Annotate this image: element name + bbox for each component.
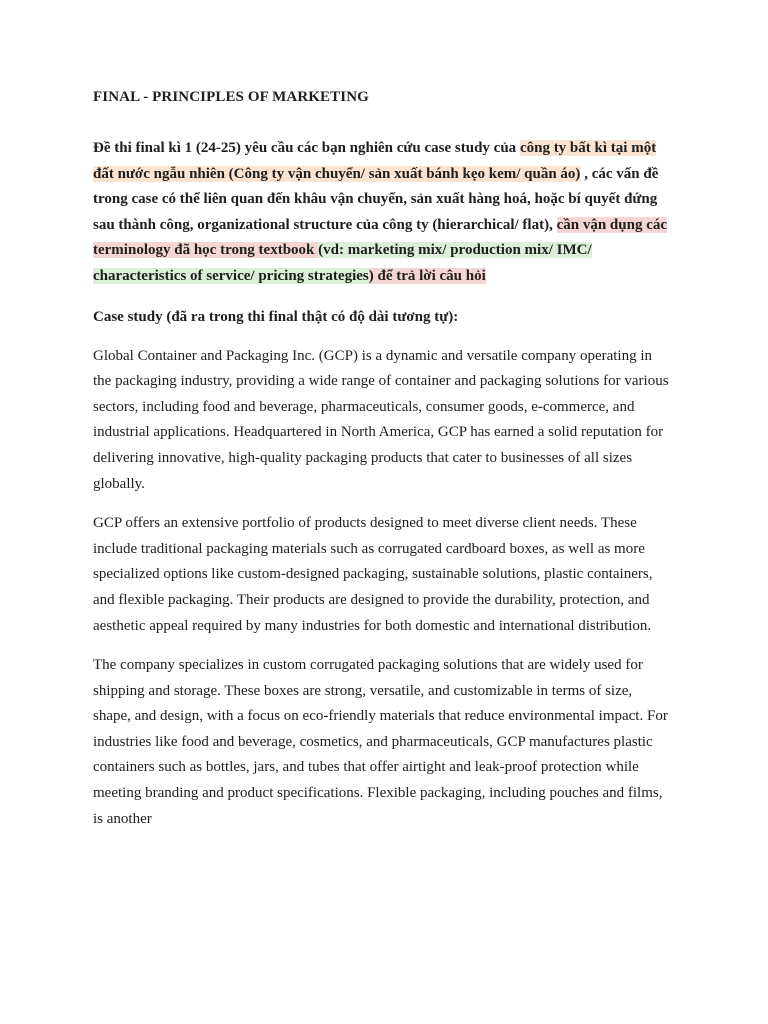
intro-highlight-terminology: cần vận dụng các terminology đã học trong textbook [93, 216, 668, 259]
case-study-heading: Case study (đã ra trong thi final thật có độ dài tương tự): [93, 308, 459, 325]
intro-highlight-examples: (vd: marketing mix/ production mix/ IMC/ characteristics of service/ pricing strategies [93, 242, 592, 284]
intro-highlight-answer: ) để trả lời câu hỏi [368, 267, 486, 284]
intro-highlight-company: công ty bất kì tại một đất nước ngẫu nhiên (Công ty vận chuyển/ sản xuất bánh kẹo kem/ quần áo) [93, 140, 657, 182]
paragraph: Global Container and Packaging Inc. (GCP) is a dynamic and versatile company operating in the packaging industry, providing a wide range of container and packaging solutions for various sectors, including food and beverage, pharmaceuticals, consumer goods, e-commerce, and industrial applications. Headquartered in North America, GCP has earned a solid reputation for delivering innovative, high-quality packaging products that cater to businesses of all sizes globally. [93, 347, 669, 492]
document-title: FINAL - PRINCIPLES OF MARKETING [93, 89, 369, 105]
intro-text-2: , các vấn đề trong case có thể liên quan đến khâu vận chuyển, sản xuất hàng hoá, hoặc bí quyết đứng sau thành công, organizational structure của công ty (hierarchical/ flat), [93, 165, 659, 233]
exam-instructions [93, 136, 673, 290]
paragraph: The company specializes in custom corrugated packaging solutions that are widely used for shipping and storage. These boxes are strong, versatile, and customizable in terms of size, shape, and design, with a focus on eco-friendly materials that reduce environmental impact. For industries like food and beverage, cosmetics, and pharmaceuticals, GCP manufactures plastic containers such as bottles, jars, and tubes that offer airtight and leak-proof protection while meeting branding and product specifications. Flexible packaging, including pouches and films, is another [93, 657, 668, 827]
document-page [93, 84, 673, 846]
paragraph: GCP offers an extensive portfolio of products designed to meet diverse client needs. These include traditional packaging materials such as corrugated cardboard boxes, as well as more specialized options like custom-designed packaging, sustainable solutions, plastic containers, and flexible packaging. Their products are designed to provide the durability, protection, and aesthetic appeal required by many industries for both domestic and international distribution. [93, 515, 653, 634]
intro-text-1: Đề thi final kì 1 (24-25) yêu cầu các bạn nghiên cứu case study của [93, 140, 520, 156]
